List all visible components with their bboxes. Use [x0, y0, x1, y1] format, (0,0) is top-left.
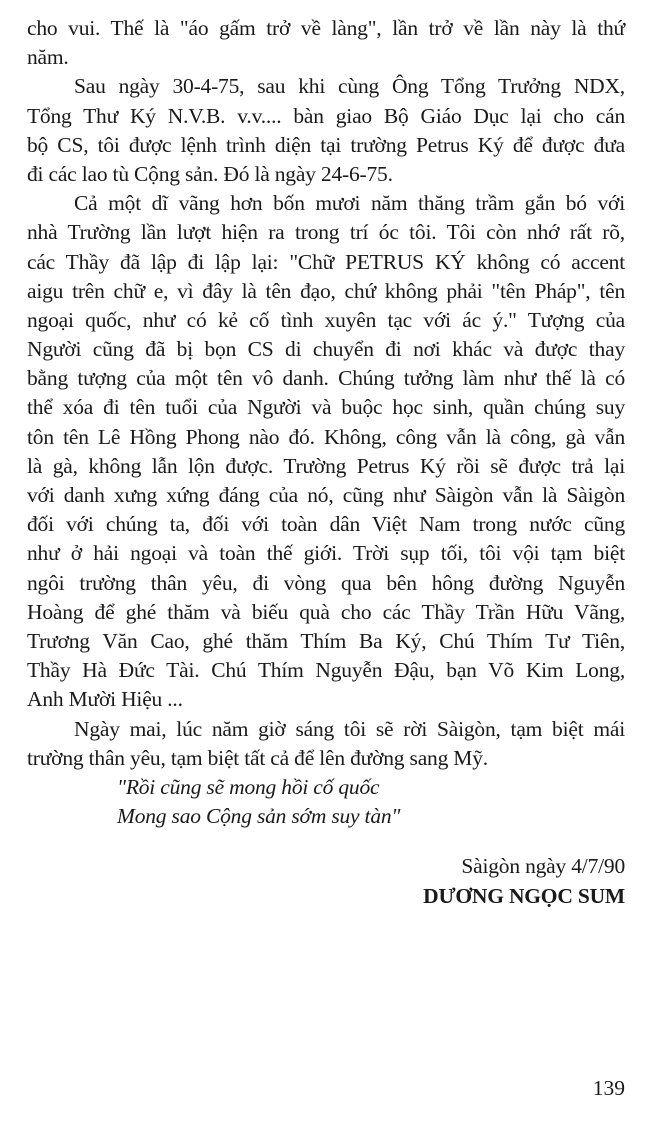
text-line: Người cũng đã bị bọn CS di chuyển đi nơi khác và được thay: [27, 337, 625, 362]
paragraph-1: [27, 14, 625, 72]
text-line: Hoàng để ghé thăm và biếu quà cho các Thầy Trần Hữu Vãng,: [27, 599, 625, 624]
paragraph-4: [27, 715, 625, 773]
text-line: ngoại quốc, như có kẻ cố tình xuyên tạc với ác ý." Tượng của: [27, 307, 625, 332]
text-line: trường thân yêu, tạm biệt tất cả để lên đường sang Mỹ.: [27, 745, 488, 770]
signature-place-date: Sàigòn ngày 4/7/90: [461, 854, 625, 878]
text-line: Thầy Hà Đức Tài. Chú Thím Nguyễn Đậu, bạn Võ Kim Long,: [27, 658, 625, 683]
text-line: Sau ngày 30-4-75, sau khi cùng Ông Tổng Trưởng NDX,: [74, 74, 625, 99]
verse-line: "Rồi cũng sẽ mong hồi cố quốc: [117, 774, 380, 799]
text-line: thể xóa đi tên tuổi của Người và buộc học sinh, quần chúng suy: [27, 395, 625, 420]
text-line: Cả một dĩ vãng hơn bốn mươi năm thăng trầm gắn bó với: [74, 191, 625, 216]
text-line: cho vui. Thế là "áo gấm trở về làng", lần trở về lần này là thứ: [27, 16, 625, 40]
text-line: với danh xưng xứng đáng của nó, cũng như Sàigòn vẫn là Sàigòn: [27, 483, 625, 507]
paragraph-2: [27, 72, 625, 189]
text-line: Anh Mười Hiệu ...: [27, 687, 183, 712]
text-line: Trương Văn Cao, ghé thăm Thím Ba Ký, Chú Thím Tư Tiên,: [27, 628, 625, 653]
text-line: bộ CS, tôi được lệnh trình diện tại trường Petrus Ký để được đưa: [27, 132, 625, 157]
page-number: 139: [592, 1076, 625, 1100]
text-line: đối với chúng ta, đối với toàn dân Việt Nam trong nước cũng: [27, 512, 625, 537]
text-line: năm.: [27, 45, 69, 70]
text-line: Tổng Thư Ký N.V.B. v.v.... bàn giao Bộ Giáo Dục lại cho cán: [27, 103, 625, 128]
page-body: [27, 14, 625, 831]
text-line: Ngày mai, lúc năm giờ sáng tôi sẽ rời Sàigòn, tạm biệt mái: [74, 716, 625, 741]
verse-line: Mong sao Cộng sản sớm suy tàn": [117, 804, 401, 829]
text-line: bằng tượng của một tên vô danh. Chúng tưởng làm như thế là có: [27, 366, 625, 391]
paragraph-3: [27, 189, 625, 714]
text-line: đi các lao tù Cộng sản. Đó là ngày 24-6-75.: [27, 161, 393, 186]
text-line: các Thầy đã lập đi lập lại: "Chữ PETRUS KÝ không có accent: [27, 249, 625, 274]
verse-quote: [27, 773, 625, 831]
text-line: aigu trên chữ e, vì đây là tên đạo, chứ không phải "tên Pháp", tên: [27, 278, 625, 303]
text-line: tôn tên Lê Hồng Phong nào đó. Không, công vẫn là công, gà vẫn: [27, 424, 625, 449]
text-line: là gà, không lẫn lộn được. Trường Petrus Ký rồi sẽ được trả lại: [27, 453, 625, 478]
text-line: ngôi trường thân yêu, đi vòng qua bên hông đường Nguyễn: [27, 570, 625, 595]
text-line: nhà Trường lần lượt hiện ra trong trí óc tôi. Tôi còn nhớ rất rõ,: [27, 220, 625, 245]
signature-author: DƯƠNG NGỌC SUM: [423, 884, 625, 908]
text-line: như ở hải ngoại và toàn thế giới. Trời sụp tối, tôi vội tạm biệt: [27, 541, 625, 566]
